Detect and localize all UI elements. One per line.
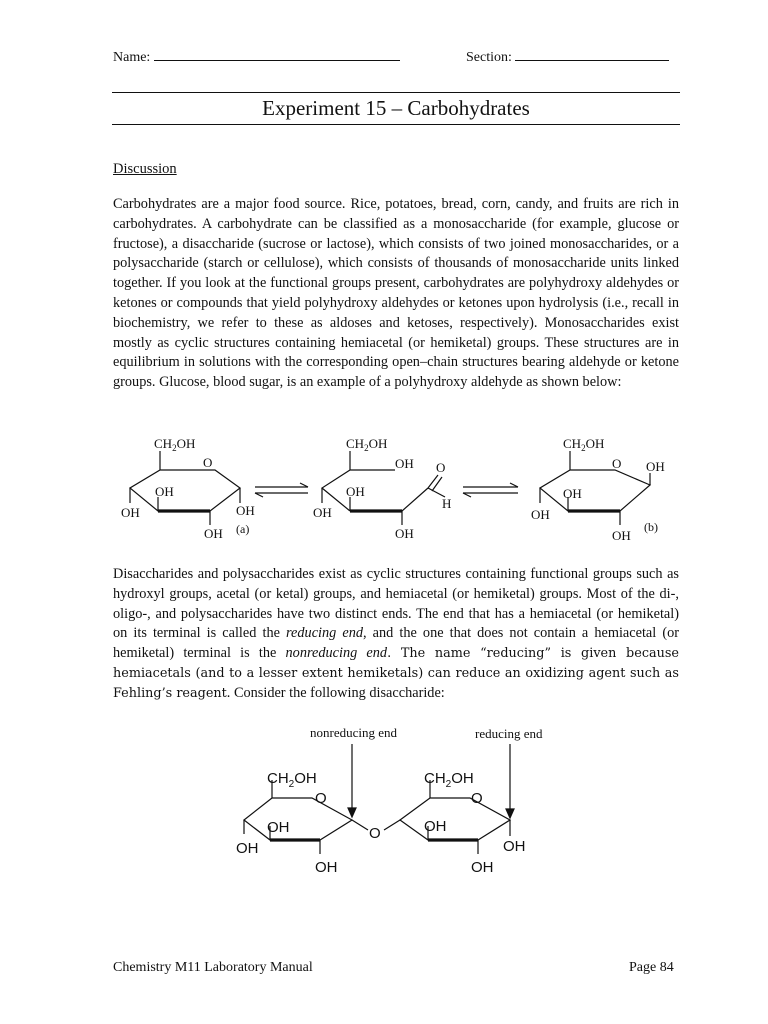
title-bottom-rule <box>112 124 680 125</box>
svg-text:OH: OH <box>563 486 582 501</box>
svg-text:OH: OH <box>346 484 365 499</box>
svg-text:H: H <box>442 496 452 511</box>
svg-text:OH: OH <box>236 503 255 518</box>
svg-text:(b): (b) <box>644 520 658 534</box>
nonreducing-end-term: nonreducing end <box>285 645 388 662</box>
svg-text:O: O <box>436 460 446 475</box>
svg-text:OH: OH <box>531 507 550 522</box>
svg-text:OH: OH <box>646 459 665 474</box>
name-label: Name: <box>113 50 151 65</box>
nonreducing-end-label: nonreducing end <box>310 725 398 740</box>
section-blank-line <box>515 46 669 61</box>
disaccharide-diagram <box>0 720 768 890</box>
reducing-end-label: reducing end <box>475 726 543 741</box>
svg-text:OH: OH <box>395 526 414 541</box>
reducing-end-term: reducing end <box>286 625 364 642</box>
svg-text:CH2OH: $CH_2OH$ <box>267 770 317 790</box>
svg-text:OH: OH <box>267 819 290 836</box>
svg-text:OH: OH <box>313 505 332 520</box>
glucose-equilibrium-diagram <box>0 425 768 555</box>
section-field <box>466 46 669 66</box>
section-label: Section: <box>466 50 512 65</box>
discussion-heading: Discussion <box>113 161 177 177</box>
paragraph-disaccharides: Disaccharides and polysaccharides exist as cyclic structures containing functional groups such as hydroxyl groups, acetal (or ketal) groups, and hemiacetal (or hemiketal) groups. Most of the di-, oligo-, and polysaccharides have two distinct ends. The end that has a hemiacetal (or hemiketal) on its terminal is called the reducing end, and the one that does not contain a hemiacetal (or hemiketal) terminal is the nonreducing end. The name “reducing” is given because hemiacetals (and to a lesser extent hemiketals) can reduce an oxidizing agent such as Fehling’s reagent. Consider the following disaccharide: <box>113 566 679 701</box>
svg-text:CH2OH: $CH_2OH$ <box>154 436 196 453</box>
title-top-rule <box>112 92 680 93</box>
name-field <box>113 46 400 66</box>
svg-text:OH: OH <box>236 840 259 857</box>
ring-a <box>130 470 240 511</box>
svg-text:O: O <box>203 455 213 470</box>
svg-text:OH: OH <box>424 818 447 835</box>
svg-text:O: O <box>315 790 327 807</box>
svg-text:(a): (a) <box>236 522 250 536</box>
svg-text:OH: OH <box>315 859 338 876</box>
footer-manual-title: Chemistry M11 Laboratory Manual <box>113 960 313 975</box>
page-title: Experiment 15 – Carbohydrates <box>262 96 530 120</box>
svg-text:CH2OH: $CH_2OH$ <box>424 770 474 790</box>
svg-text:OH: OH <box>121 505 140 520</box>
footer-page-number: Page 84 <box>629 960 674 975</box>
svg-text:OH: OH <box>204 526 223 541</box>
svg-text:CH2OH: $CH_2OH$ <box>346 436 388 453</box>
svg-text:O: O <box>369 825 381 842</box>
svg-text:O: O <box>471 790 483 807</box>
svg-text:OH: OH <box>471 859 494 876</box>
name-blank-line <box>154 46 400 61</box>
ring-b <box>540 470 650 511</box>
svg-text:CH2OH: $CH_2OH$ <box>563 436 605 453</box>
svg-text:OH: OH <box>155 484 174 499</box>
svg-text:OH: OH <box>503 838 526 855</box>
paragraph-intro: Carbohydrates are a major food source. Rice, potatoes, bread, corn, candy, and fruits are rich in carbohydrates. A carbohydrate can be classified as a monosaccharide (for example, glucose or fructose), a disaccharide (sucrose or lactose), which consists of two joined monosaccharides, or a polysaccharide (starch or cellulose), which consists of thousands of monosaccharide units linked together. If you look at the functional groups present, carbohydrates are polyhydroxy aldehydes or ketones or compounds that yield polyhydroxy aldehydes or ketones upon hydrolysis (i.e., recall in biochemistry, we refer to these as aldoses and ketoses, respectively). Monosaccharides exist mostly as cyclic structures containing hemiacetal (or hemiketal) groups. These structures are in equilibrium in solutions with the corresponding open–chain structures bearing aldehyde or ketone groups. Glucose, blood sugar, is an example of a polyhydroxy aldehyde as shown below: <box>113 196 679 391</box>
svg-text:OH: OH <box>395 456 414 471</box>
svg-text:OH: OH <box>612 528 631 543</box>
svg-text:O: O <box>612 456 622 471</box>
